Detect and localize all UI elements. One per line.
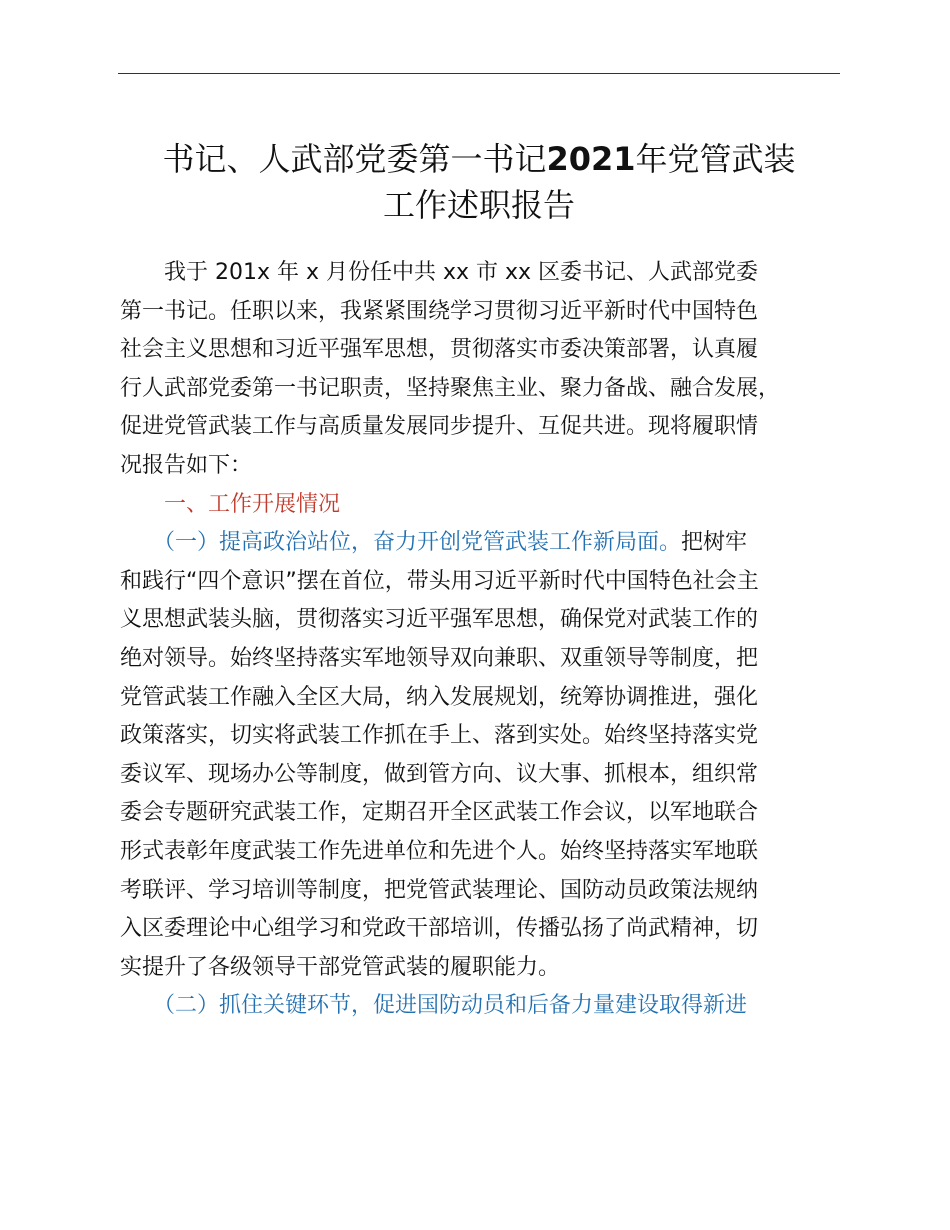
body-line: 一、工作开展情况 xyxy=(120,491,341,517)
body-line xyxy=(120,528,747,558)
body-line: 形式表彰年度武装工作先进单位和先进个人。始终坚持落实军地联 xyxy=(120,839,759,864)
body-line: 义思想武装头脑，贯彻落实习近平强军思想，确保党对武装工作的 xyxy=(120,607,759,633)
section-heading: （一）提高政治站位，奋力开创党管武装工作新局面。 xyxy=(120,530,682,556)
body-line: 考联评、学习培训等制度，把党管武装理论、国防动员政策法规纳 xyxy=(120,877,759,903)
title-line1-suffix: 年党管武装 xyxy=(635,140,796,178)
title-year: 2021 xyxy=(546,140,636,178)
body-line: 社会主义思想和习近平强军思想，贯彻落实市委决策部署，认真履 xyxy=(120,337,759,363)
body-line: 行人武部党委第一书记职责，坚持聚焦主业、聚力备战、融合发展， xyxy=(120,375,781,401)
title-line1-prefix: 书记、人武部党委第一书记 xyxy=(162,140,547,178)
title-line2: 工作述职报告 xyxy=(382,186,575,224)
body-line: 政策落实，切实将武装工作抓在手上、落到实处。始终坚持落实党 xyxy=(120,723,759,749)
body-text: 把树牢 xyxy=(681,530,748,556)
body-line: 况报告如下： xyxy=(120,453,253,478)
body-line: 我于 201x 年 x 月份任中共 xx 市 xx 区委书记、人武部党委 xyxy=(120,260,759,285)
body-line: 实提升了各级领导干部党管武装的履职能力。 xyxy=(120,954,561,980)
body-line: 和践行“四个意识”摆在首位，带头用习近平新时代中国特色社会主 xyxy=(120,568,759,594)
body-line: 委议军、现场办公等制度，做到管方向、议大事、抓根本，组织常 xyxy=(120,761,759,787)
body-line: （二）抓住关键环节，促进国防动员和后备力量建设取得新进 xyxy=(120,993,748,1019)
body-line: 委会专题研究武装工作，定期召开全区武装工作会议，以军地联合 xyxy=(120,800,759,826)
body-line: 促进党管武装工作与高质量发展同步提升、互促共进。现将履职情 xyxy=(120,414,759,440)
body-line: 绝对领导。始终坚持落实军地领导双向兼职、双重领导等制度，把 xyxy=(120,646,759,671)
body-line: 第一书记。任职以来，我紧紧围绕学习贯彻习近平新时代中国特色 xyxy=(120,298,759,324)
document-title xyxy=(118,136,840,228)
body-line: 入区委理论中心组学习和党政干部培训，传播弘扬了尚武精神，切 xyxy=(120,916,759,942)
body-line: 党管武装工作融入全区大局，纳入发展规划，统筹协调推进，强化 xyxy=(120,684,759,710)
header-rule xyxy=(118,73,840,74)
